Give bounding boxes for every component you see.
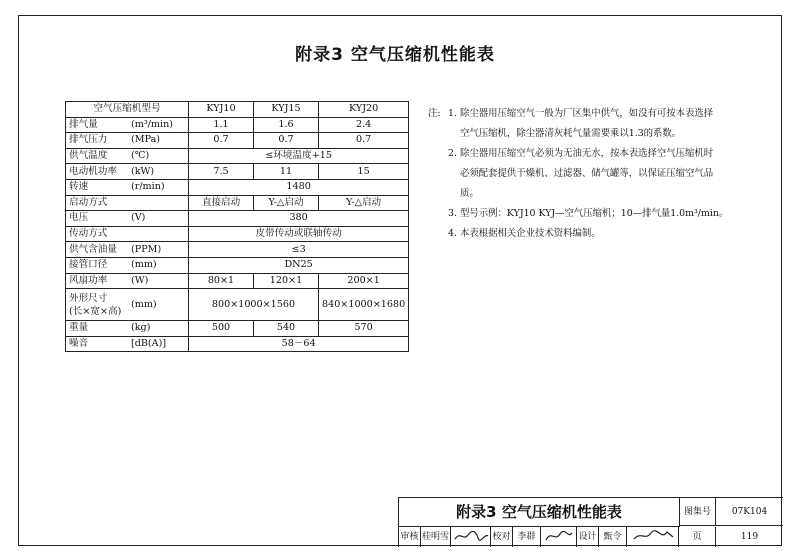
page-title: 附录3 空气压缩机性能表 [295, 45, 495, 65]
dims-label-line2: (长×宽×高) [69, 305, 122, 317]
dims-label-line1: 外形尺寸 [69, 292, 108, 304]
table-row [66, 117, 409, 133]
note-item [428, 104, 768, 124]
cell-value: ≤3 [189, 242, 409, 258]
note-text: 除尘器用压缩空气必须为无油无水，按本表选择空气压缩机时 [460, 148, 714, 159]
table-row [66, 211, 409, 227]
row-label: 重量 [66, 321, 129, 337]
note-text: 本表根据相关企业技术资料编制。 [460, 228, 601, 239]
note-number: 4. [448, 228, 457, 239]
cell-value: 500 [189, 321, 254, 337]
row-unit: (PPM) [128, 242, 189, 258]
cell-value: 1480 [189, 179, 409, 195]
table-row [66, 164, 409, 180]
note-text: 必须配套提供干燥机、过滤器、储气罐等，以保证压缩空气品 [460, 168, 714, 179]
reviewer-signature [451, 527, 491, 547]
cell-value: 15 [319, 164, 409, 180]
note-text: 空气压缩机，除尘器清灰耗气量需要乘以1.3的系数。 [460, 128, 682, 139]
title-block [398, 497, 783, 547]
cell-value: 540 [254, 321, 319, 337]
row-label: 噪音 [66, 336, 129, 352]
row-label: 电压 [66, 211, 129, 227]
cell-value: 380 [189, 211, 409, 227]
cell-value: 800×1000×1560 [189, 289, 319, 321]
row-label: 风扇功率 [66, 273, 129, 289]
row-unit: (mm) [128, 257, 189, 273]
cell-value: 120×1 [254, 273, 319, 289]
row-unit: (℃) [128, 148, 189, 164]
review-label: 审核 [399, 527, 421, 547]
row-label: 供气温度 [66, 148, 129, 164]
note-item [428, 224, 768, 244]
note-number: 3. [448, 208, 457, 219]
cell-value: 0.7 [254, 133, 319, 149]
row-unit [128, 195, 189, 211]
note-text: 型号示例：KYJ10 KYJ—空气压缩机；10—排气量1.0m³/min。 [460, 208, 729, 219]
row-label: 排气压力 [66, 133, 129, 149]
checker-name: 李群 [513, 527, 541, 547]
cell-value: 200×1 [319, 273, 409, 289]
cell-value: Y-△启动 [254, 195, 319, 211]
cell-value: 570 [319, 321, 409, 337]
cell-value: 7.5 [189, 164, 254, 180]
note-text: 质。 [460, 188, 479, 199]
cell-value: 1.1 [189, 117, 254, 133]
cell-value: 0.7 [319, 133, 409, 149]
cell-value: DN25 [189, 257, 409, 273]
performance-table [65, 101, 409, 352]
cell-value: 11 [254, 164, 319, 180]
cell-value: 1.6 [254, 117, 319, 133]
cell-value: 840×1000×1680 [319, 289, 409, 321]
table-row [66, 148, 409, 164]
checker-signature [541, 527, 577, 547]
row-label: 电动机功率 [66, 164, 129, 180]
cell-value: 80×1 [189, 273, 254, 289]
table-row [66, 273, 409, 289]
table-row [66, 321, 409, 337]
designer-signature-icon [629, 527, 677, 545]
note-text: 除尘器用压缩空气一般为厂区集中供气，如没有可按本表选择 [460, 108, 714, 119]
atlas-number: 07K104 [716, 498, 783, 526]
notes-head: 注: [428, 108, 441, 119]
row-unit: (r/min) [128, 179, 189, 195]
cell-value: ≤环境温度+15 [189, 148, 409, 164]
table-row [66, 179, 409, 195]
row-unit: (kW) [128, 164, 189, 180]
table-row [66, 195, 409, 211]
checker-signature-icon [542, 527, 576, 545]
row-label: 接管口径 [66, 257, 129, 273]
row-label: 启动方式 [66, 195, 129, 211]
table-row [66, 133, 409, 149]
row-unit [128, 226, 189, 242]
designer-signature [627, 527, 679, 547]
row-unit: (MPa) [128, 133, 189, 149]
table-row [66, 336, 409, 352]
cell-value: 皮带传动或联轴传动 [189, 226, 409, 242]
page-label: 页 [679, 527, 716, 547]
row-label: 转速 [66, 179, 129, 195]
row-label [66, 289, 129, 321]
note-number: 1. [448, 108, 457, 119]
row-unit: (V) [128, 211, 189, 227]
note-item [428, 204, 768, 224]
note-number: 2. [448, 148, 457, 159]
row-unit: (m³/min) [128, 117, 189, 133]
row-label: 供气含油量 [66, 242, 129, 258]
atlas-label: 图集号 [680, 498, 716, 526]
table-header-row [66, 102, 409, 118]
reviewer-signature-icon [452, 527, 490, 545]
title-block-signatures [399, 527, 783, 547]
row-unit: (kg) [128, 321, 189, 337]
reviewer-name: 桂明雪 [421, 527, 451, 547]
cell-value: 0.7 [189, 133, 254, 149]
table-row [66, 242, 409, 258]
header-model-label: 空气压缩机型号 [66, 102, 189, 118]
cell-value: 直接启动 [189, 195, 254, 211]
header-model: KYJ15 [254, 102, 319, 118]
page-number: 119 [740, 532, 759, 542]
cell-value: 58－64 [189, 336, 409, 352]
row-unit: (mm) [128, 289, 189, 321]
cell-value: Y-△启动 [319, 195, 409, 211]
notes-block [428, 104, 768, 244]
check-label: 校对 [491, 527, 513, 547]
title-block-title: 附录3 空气压缩机性能表 [399, 498, 680, 527]
designer-name: 甄令 [599, 527, 627, 547]
row-label: 排气量 [66, 117, 129, 133]
header-model: KYJ20 [319, 102, 409, 118]
row-label: 传动方式 [66, 226, 129, 242]
note-item [428, 144, 768, 164]
table-row [66, 257, 409, 273]
design-label: 设计 [577, 527, 599, 547]
cell-value: 2.4 [319, 117, 409, 133]
row-unit: [dB(A)] [128, 336, 189, 352]
header-model: KYJ10 [189, 102, 254, 118]
row-unit: (W) [128, 273, 189, 289]
table-row [66, 289, 409, 321]
table-row [66, 226, 409, 242]
